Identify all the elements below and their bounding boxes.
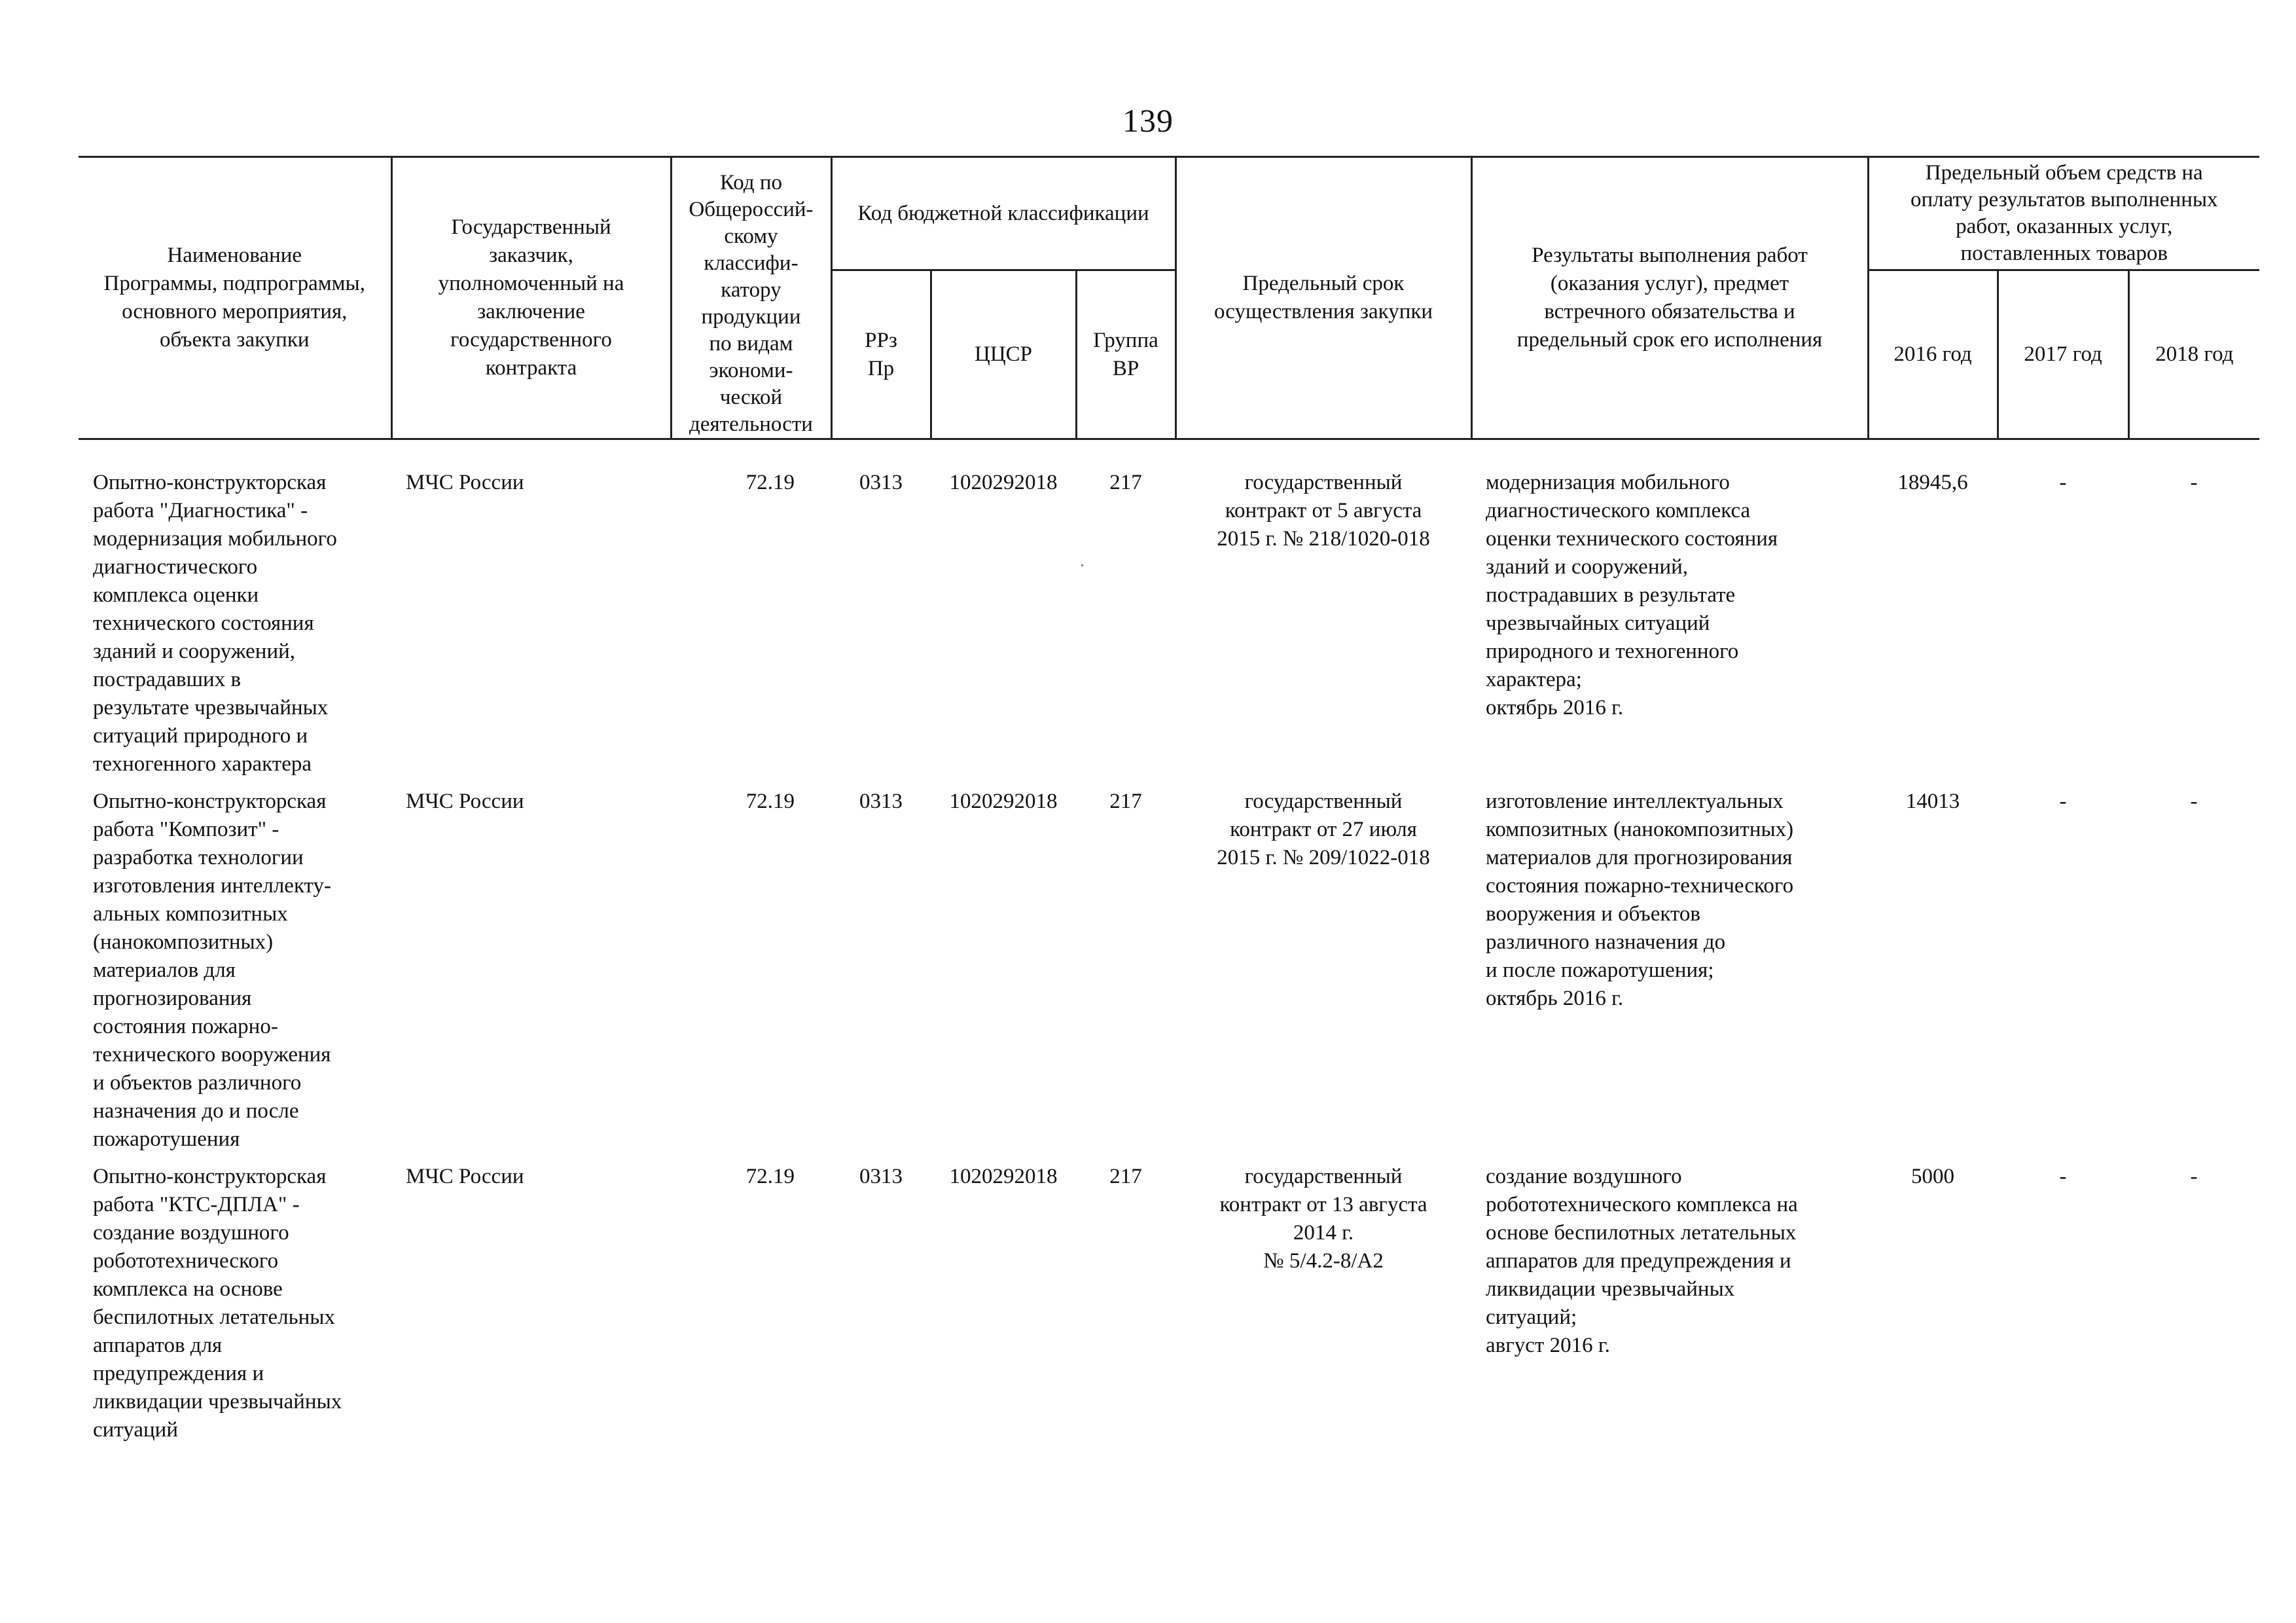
header-year-2018: 2018 год (2128, 270, 2259, 439)
row-cscr: 1020292018 (949, 471, 1058, 494)
row-okved: 72.19 (745, 1165, 795, 1188)
row-rz-pr: 0313 (859, 790, 903, 813)
row-okved: 72.19 (745, 471, 795, 494)
header-okved: Код по Общероссий- скому классифи- катору продукции по видам экономи- ческой деятельности (671, 157, 831, 439)
row-vr: 217 (1109, 1165, 1142, 1188)
header-name: Наименование Программы, подпрограммы, основного мероприятия, объекта закупки (79, 157, 391, 439)
row-value-2016: 18945,6 (1897, 471, 1968, 494)
row-name: Опытно-конструкторская работа "Диагностика" - модернизация мобильного диагностического комплекса оценки технического состояния зданий и сооружений, пострадавших в результате чрезвычайных ситуаций природного и техногенного характера (93, 471, 337, 776)
header-budget-classification: Код бюджетной классификации (831, 157, 1175, 270)
row-results: создание воздушного робототехнического комплекса на основе беспилотных летательных аппаратов для предупреждения и ликвидации чрезвычайных ситуаций; август 2016 г. (1486, 1165, 1798, 1357)
header-rz-pr: РРз Пр (831, 270, 931, 439)
row-customer: МЧС России (406, 790, 524, 813)
header-customer: Государственный заказчик, уполномоченный на заключение государственного контракта (391, 157, 671, 439)
header-cscr: ЦЦСР (931, 270, 1076, 439)
row-results: модернизация мобильного диагностического комплекса оценки технического состояния зданий и сооружений, пострадавших в результате чрезвычайных ситуаций природного и техногенного характера; октябрь 2016 г. (1486, 471, 1778, 720)
row-value-2018: - (2190, 471, 2198, 494)
page-number: 139 (1122, 102, 1174, 139)
row-deadline: государственный контракт от 13 августа 2014 г. № 5/4.2-8/А2 (1219, 1165, 1427, 1273)
row-deadline: государственный контракт от 27 июля 2015 г. № 209/1022-018 (1217, 790, 1430, 869)
row-cscr: 1020292018 (949, 790, 1058, 813)
row-results: изготовление интеллектуальных композитных (нанокомпозитных) материалов для прогнозирования состояния пожарно-технического вооружения и объектов различного назначения до и после пожаротушения; октябрь 2016 г. (1486, 790, 1794, 1010)
table-row (79, 469, 2259, 788)
row-deadline: государственный контракт от 5 августа 2015 г. № 218/1020-018 (1217, 471, 1430, 551)
header-vr: Группа ВР (1076, 270, 1175, 439)
procurement-table (79, 156, 2259, 1444)
row-okved: 72.19 (745, 790, 795, 813)
row-value-2016: 14013 (1905, 790, 1960, 813)
scan-speck (1081, 564, 1083, 566)
header-funds: Предельный объем средств на оплату результатов выполненных работ, оказанных услуг, поставленных товаров (1868, 157, 2259, 270)
row-value-2017: - (2059, 790, 2067, 813)
row-value-2017: - (2059, 471, 2067, 494)
row-value-2018: - (2190, 790, 2198, 813)
row-rz-pr: 0313 (859, 1165, 903, 1188)
row-customer: МЧС России (406, 1165, 524, 1188)
row-name: Опытно-конструкторская работа "Композит" - разработка технологии изготовления интеллекту- альных композитных (нанокомпозитных) материалов для прогнозирования состояния пожарно- технического вооружения и объектов различного назначения до и после пожаротушения (93, 790, 332, 1151)
header-year-2016: 2016 год (1868, 270, 1998, 439)
row-name: Опытно-конструкторская работа "КТС-ДПЛА" - создание воздушного робототехнического комплекса на основе беспилотных летательных аппаратов для предупреждения и ликвидации чрезвычайных ситуаций (93, 1165, 342, 1442)
header-results: Результаты выполнения работ (оказания услуг), предмет встречного обязательства и предельный срок его исполнения (1471, 157, 1868, 439)
row-vr: 217 (1109, 790, 1142, 813)
row-value-2018: - (2190, 1165, 2198, 1188)
row-customer: МЧС России (406, 471, 524, 494)
row-value-2017: - (2059, 1165, 2067, 1188)
table-row (79, 788, 2259, 1163)
header-deadline: Предельный срок осуществления закупки (1175, 157, 1471, 439)
table-row (79, 1163, 2259, 1444)
row-value-2016: 5000 (1911, 1165, 1955, 1188)
row-rz-pr: 0313 (859, 471, 903, 494)
row-cscr: 1020292018 (949, 1165, 1058, 1188)
row-vr: 217 (1109, 471, 1142, 494)
header-year-2017: 2017 год (1998, 270, 2128, 439)
table-header (79, 157, 2259, 439)
